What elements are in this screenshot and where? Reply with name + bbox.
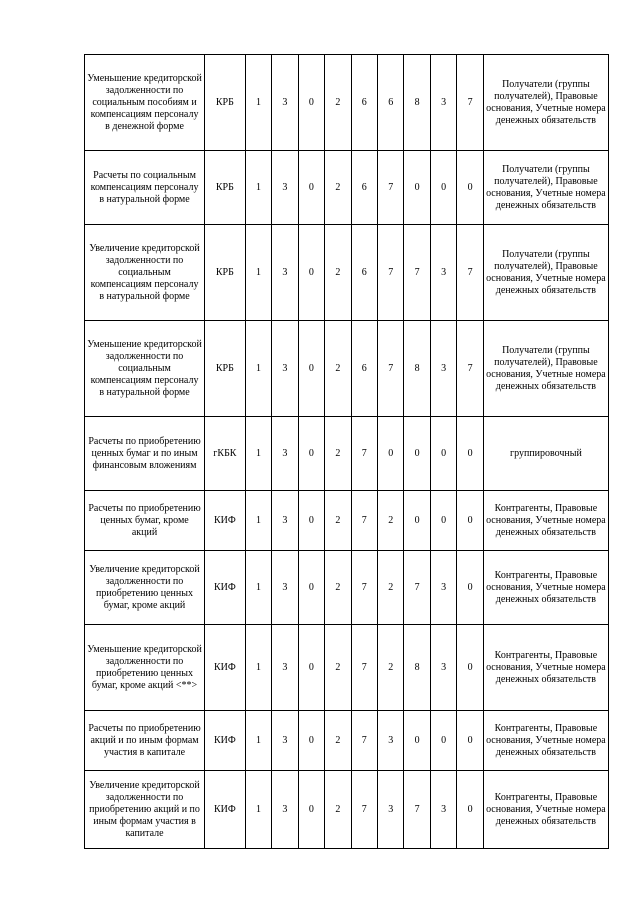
account-digit-cell: 3 — [430, 225, 456, 321]
account-digit-cell: 0 — [457, 551, 483, 625]
account-digit-cell: 0 — [298, 225, 324, 321]
account-name-cell: Уменьшение кредиторской задолженности по социальным пособиям и компенсациям персоналу в денежной форме — [85, 55, 205, 151]
account-digit-cell: 3 — [272, 551, 298, 625]
account-digit-cell: 3 — [430, 551, 456, 625]
account-name-cell: Расчеты по приобретению ценных бумаг и по иным финансовым вложениям — [85, 417, 205, 491]
account-digit-cell: 0 — [298, 321, 324, 417]
account-digit-cell: 1 — [245, 225, 271, 321]
account-digit-cell: 7 — [404, 225, 430, 321]
account-type-cell: КРБ — [205, 321, 246, 417]
account-digit-cell: 1 — [245, 625, 271, 711]
account-type-cell: КИФ — [205, 711, 246, 771]
account-digit-cell: 7 — [351, 417, 377, 491]
account-digit-cell: 0 — [404, 711, 430, 771]
account-digit-cell: 3 — [378, 711, 404, 771]
analytics-cell: Контрагенты, Правовые основания, Учетные номера денежных обязательств — [483, 491, 608, 551]
account-digit-cell: 1 — [245, 151, 271, 225]
account-digit-cell: 0 — [457, 491, 483, 551]
table-row — [85, 771, 609, 849]
account-digit-cell: 0 — [430, 711, 456, 771]
account-digit-cell: 3 — [272, 771, 298, 849]
analytics-cell: Контрагенты, Правовые основания, Учетные номера денежных обязательств — [483, 771, 608, 849]
account-digit-cell: 0 — [298, 491, 324, 551]
account-digit-cell: 7 — [457, 55, 483, 151]
account-digit-cell: 7 — [351, 771, 377, 849]
account-digit-cell: 0 — [457, 625, 483, 711]
account-digit-cell: 6 — [351, 55, 377, 151]
account-name-cell: Расчеты по приобретению ценных бумаг, кроме акций — [85, 491, 205, 551]
account-digit-cell: 3 — [272, 417, 298, 491]
analytics-cell: Получатели (группы получателей), Правовые основания, Учетные номера денежных обязательств — [483, 55, 608, 151]
account-digit-cell: 2 — [325, 55, 351, 151]
account-digit-cell: 0 — [298, 771, 324, 849]
account-digit-cell: 7 — [351, 711, 377, 771]
table-row — [85, 225, 609, 321]
analytics-cell: Получатели (группы получателей), Правовые основания, Учетные номера денежных обязательств — [483, 151, 608, 225]
account-digit-cell: 1 — [245, 491, 271, 551]
analytics-cell: Получатели (группы получателей), Правовые основания, Учетные номера денежных обязательств — [483, 225, 608, 321]
account-digit-cell: 3 — [430, 625, 456, 711]
account-digit-cell: 0 — [430, 491, 456, 551]
account-digit-cell: 7 — [351, 491, 377, 551]
account-digit-cell: 7 — [404, 771, 430, 849]
analytics-cell: Контрагенты, Правовые основания, Учетные номера денежных обязательств — [483, 711, 608, 771]
accounts-table — [84, 54, 609, 849]
account-type-cell: КРБ — [205, 55, 246, 151]
account-digit-cell: 0 — [298, 551, 324, 625]
table-row — [85, 417, 609, 491]
account-digit-cell: 1 — [245, 417, 271, 491]
account-digit-cell: 8 — [404, 55, 430, 151]
account-digit-cell: 6 — [351, 225, 377, 321]
account-digit-cell: 2 — [378, 491, 404, 551]
account-digit-cell: 6 — [351, 151, 377, 225]
account-name-cell: Уменьшение кредиторской задолженности по приобретению ценных бумаг, кроме акций <**> — [85, 625, 205, 711]
account-digit-cell: 1 — [245, 771, 271, 849]
account-digit-cell: 3 — [272, 151, 298, 225]
account-digit-cell: 1 — [245, 551, 271, 625]
account-type-cell: КРБ — [205, 225, 246, 321]
table-row — [85, 625, 609, 711]
analytics-cell: группировочный — [483, 417, 608, 491]
account-digit-cell: 3 — [272, 225, 298, 321]
account-digit-cell: 8 — [404, 625, 430, 711]
account-digit-cell: 2 — [325, 151, 351, 225]
account-digit-cell: 7 — [378, 321, 404, 417]
account-digit-cell: 7 — [351, 551, 377, 625]
account-digit-cell: 2 — [325, 771, 351, 849]
account-digit-cell: 0 — [298, 417, 324, 491]
account-digit-cell: 0 — [404, 491, 430, 551]
account-type-cell: КИФ — [205, 771, 246, 849]
account-type-cell: гКБК — [205, 417, 246, 491]
account-digit-cell: 2 — [325, 711, 351, 771]
account-digit-cell: 0 — [430, 417, 456, 491]
account-type-cell: КИФ — [205, 551, 246, 625]
account-digit-cell: 0 — [457, 151, 483, 225]
account-name-cell: Увеличение кредиторской задолженности по социальным компенсациям персоналу в натуральной форме — [85, 225, 205, 321]
account-digit-cell: 3 — [272, 55, 298, 151]
account-digit-cell: 7 — [457, 321, 483, 417]
account-digit-cell: 3 — [272, 711, 298, 771]
account-digit-cell: 8 — [404, 321, 430, 417]
account-digit-cell: 7 — [404, 551, 430, 625]
account-name-cell: Увеличение кредиторской задолженности по приобретению ценных бумаг, кроме акций — [85, 551, 205, 625]
analytics-cell: Контрагенты, Правовые основания, Учетные номера денежных обязательств — [483, 625, 608, 711]
account-digit-cell: 2 — [325, 491, 351, 551]
account-digit-cell: 7 — [457, 225, 483, 321]
account-digit-cell: 3 — [272, 491, 298, 551]
table-row — [85, 321, 609, 417]
account-name-cell: Расчеты по приобретению акций и по иным формам участия в капитале — [85, 711, 205, 771]
account-name-cell: Уменьшение кредиторской задолженности по социальным компенсациям персоналу в натуральной форме — [85, 321, 205, 417]
account-digit-cell: 7 — [378, 225, 404, 321]
account-digit-cell: 3 — [378, 771, 404, 849]
table-row — [85, 151, 609, 225]
account-digit-cell: 2 — [378, 551, 404, 625]
account-digit-cell: 0 — [404, 417, 430, 491]
account-digit-cell: 3 — [272, 625, 298, 711]
account-digit-cell: 3 — [430, 55, 456, 151]
account-type-cell: КИФ — [205, 491, 246, 551]
account-name-cell: Расчеты по социальным компенсациям персоналу в натуральной форме — [85, 151, 205, 225]
account-digit-cell: 2 — [325, 321, 351, 417]
account-digit-cell: 0 — [298, 711, 324, 771]
analytics-cell: Получатели (группы получателей), Правовые основания, Учетные номера денежных обязательств — [483, 321, 608, 417]
account-digit-cell: 0 — [404, 151, 430, 225]
account-digit-cell: 3 — [272, 321, 298, 417]
account-type-cell: КИФ — [205, 625, 246, 711]
account-digit-cell: 3 — [430, 321, 456, 417]
account-digit-cell: 0 — [298, 625, 324, 711]
account-digit-cell: 0 — [378, 417, 404, 491]
table-row — [85, 711, 609, 771]
account-digit-cell: 7 — [378, 151, 404, 225]
account-name-cell: Увеличение кредиторской задолженности по приобретению акций и по иным формам участия в капитале — [85, 771, 205, 849]
account-digit-cell: 2 — [325, 625, 351, 711]
account-digit-cell: 2 — [325, 417, 351, 491]
account-digit-cell: 6 — [351, 321, 377, 417]
account-digit-cell: 2 — [378, 625, 404, 711]
account-digit-cell: 6 — [378, 55, 404, 151]
account-digit-cell: 0 — [457, 771, 483, 849]
account-digit-cell: 1 — [245, 321, 271, 417]
account-digit-cell: 2 — [325, 551, 351, 625]
analytics-cell: Контрагенты, Правовые основания, Учетные номера денежных обязательств — [483, 551, 608, 625]
account-digit-cell: 0 — [298, 55, 324, 151]
account-digit-cell: 2 — [325, 225, 351, 321]
account-digit-cell: 0 — [457, 417, 483, 491]
table-row — [85, 491, 609, 551]
account-digit-cell: 0 — [457, 711, 483, 771]
account-type-cell: КРБ — [205, 151, 246, 225]
table-row — [85, 551, 609, 625]
account-digit-cell: 0 — [298, 151, 324, 225]
table-body — [85, 55, 609, 849]
account-digit-cell: 1 — [245, 55, 271, 151]
account-digit-cell: 1 — [245, 711, 271, 771]
account-digit-cell: 3 — [430, 771, 456, 849]
account-digit-cell: 0 — [430, 151, 456, 225]
account-digit-cell: 7 — [351, 625, 377, 711]
table-row — [85, 55, 609, 151]
